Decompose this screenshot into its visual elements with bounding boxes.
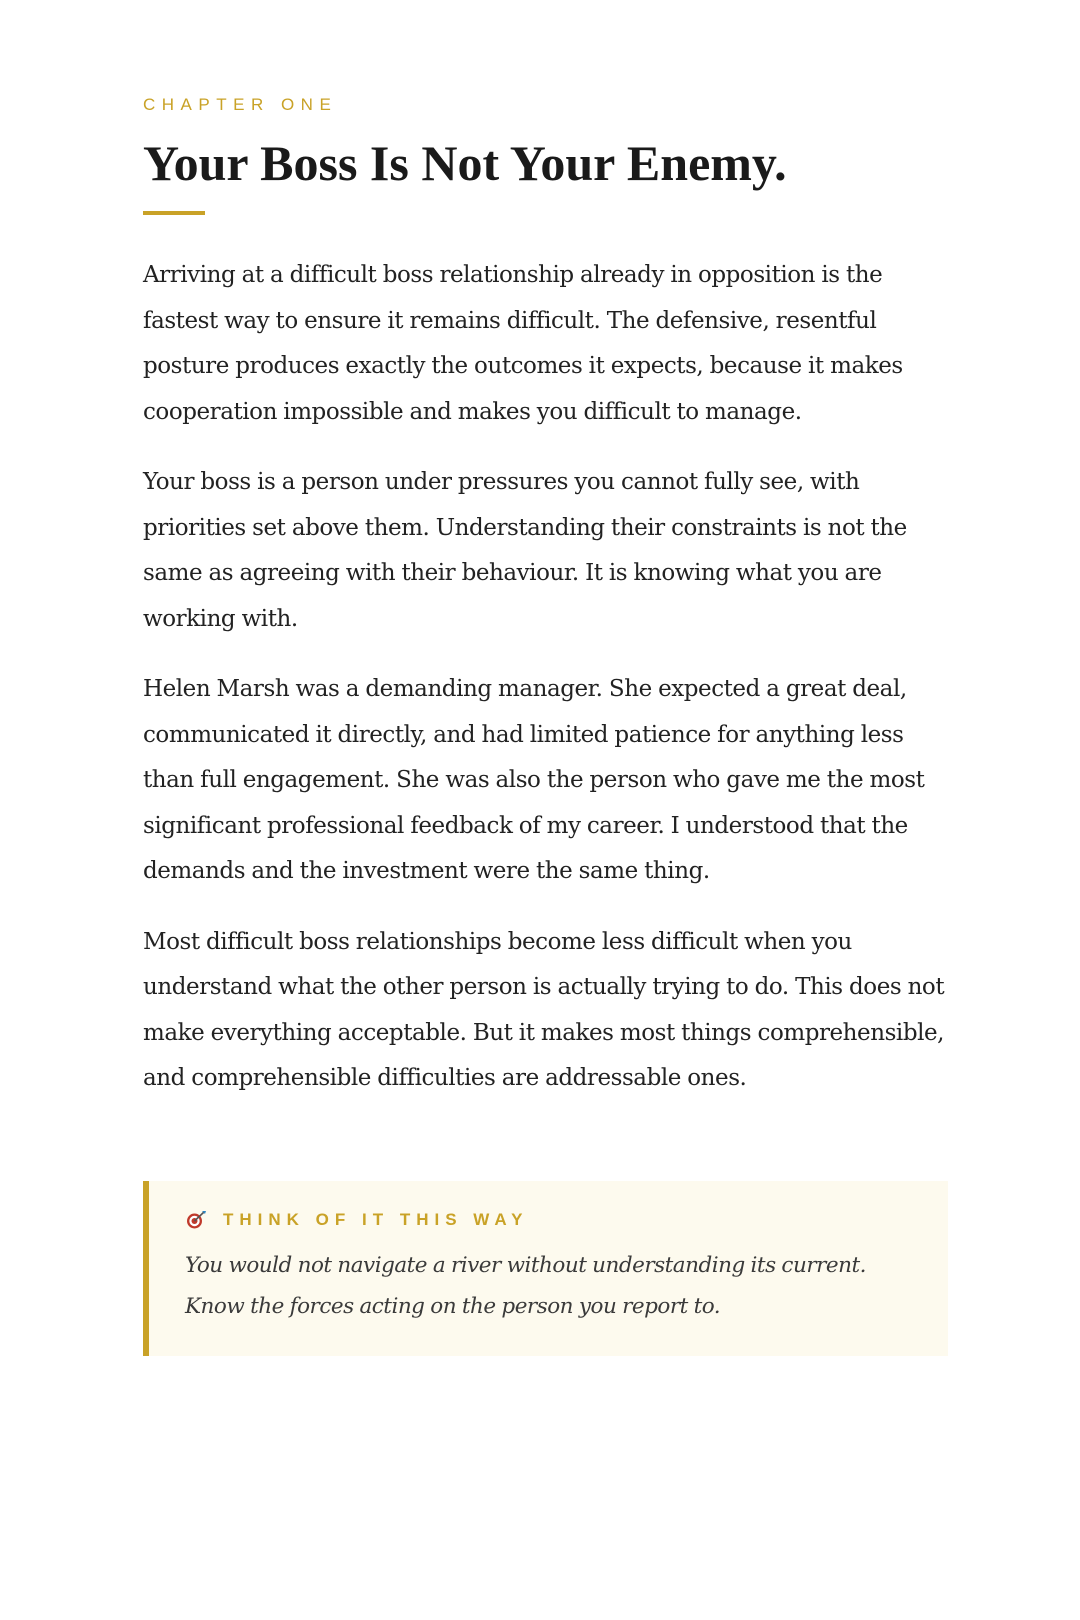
body-paragraph: Helen Marsh was a demanding manager. She expected a great deal, communicated it directly, and had limited patience for anything less than full engagement. She was also the person who gave me the most significant professional feedback of my career. I understood that the demands and the investment were the same thing. — [143, 676, 925, 884]
body-paragraph: Most difficult boss relationships become less difficult when you understand what the other person is actually trying to do. This does not make everything acceptable. But it makes most things comprehensible, and comprehensible difficulties are addressable ones. — [143, 928, 945, 1091]
body-paragraph: Arriving at a difficult boss relationship already in opposition is the fastest way to ensure it remains difficult. The defensive, resentful posture produces exactly the outcomes it expects, because it makes cooperation impossible and makes you difficult to manage. — [143, 262, 903, 425]
title-divider — [143, 211, 205, 215]
chapter-body — [143, 253, 948, 1127]
callout-header — [185, 1209, 908, 1231]
body-paragraph: Your boss is a person under pressures you cannot fully see, with priorities set above them. Understanding their constraints is not the same as agreeing with their behaviour. It is knowing what you are working with. — [143, 469, 907, 632]
chapter-label: CHAPTER ONE — [143, 95, 338, 114]
callout-label: THINK OF IT THIS WAY — [223, 1210, 529, 1229]
callout-text: You would not navigate a river without understanding its current. Know the forces acting on the person you report to. — [185, 1253, 866, 1319]
think-callout — [143, 1181, 948, 1356]
target-icon — [185, 1209, 207, 1231]
chapter-title: Your Boss Is Not Your Enemy. — [143, 135, 787, 191]
